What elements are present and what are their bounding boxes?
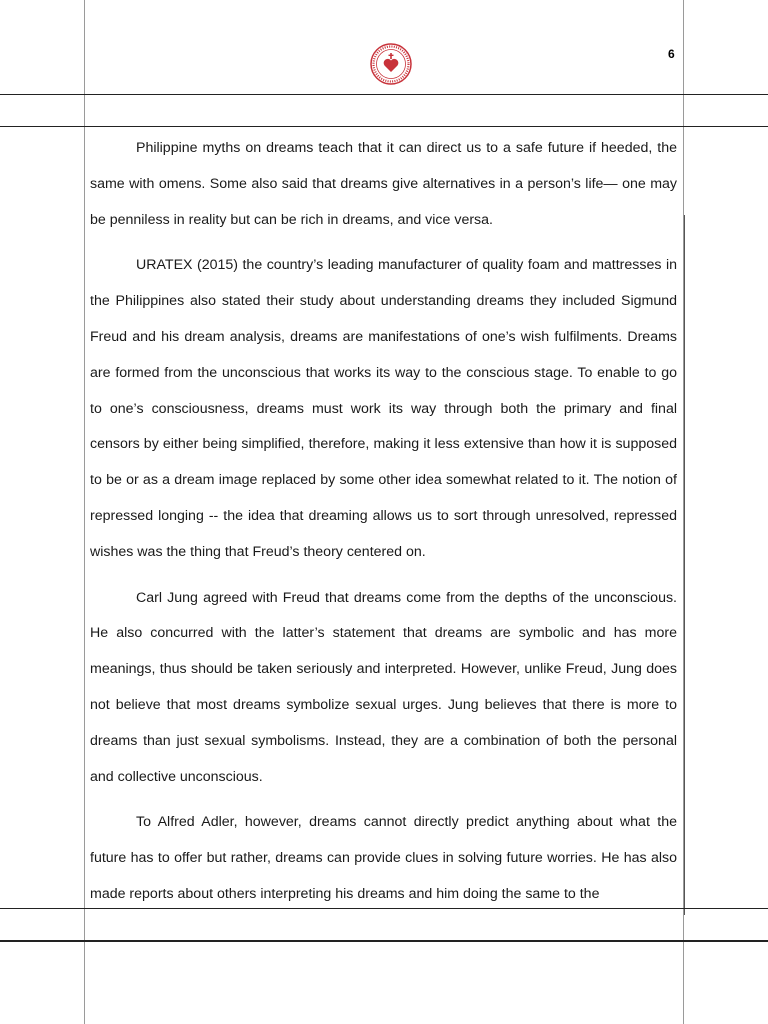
- paragraph-philippine-myths: Philippine myths on dreams teach that it can direct us to a safe future if heeded, the same with omens. Some also said that dreams give alternatives in a person’s life— one may be penniless in reality but can be rich in dreams, and vice versa.: [90, 140, 677, 228]
- page-number: 6: [668, 47, 675, 61]
- paragraph-uratex: URATEX (2015) the country’s leading manufacturer of quality foam and mattresses in the Philippines also stated their study about understanding dreams they included Sigmund Freud and his dream analysis, dreams are manifestations of one’s wish fulfilments. Dreams are formed from the unconscious that works its way to the conscious stage. To enable to go to one’s consciousness, dreams must work its way through both the primary and final censors by either being simplified, therefore, making it less extensive than how it is supposed to be or as a dream image replaced by some other idea somewhat related to it. The notion of repressed longing -- the idea that dreaming allows us to sort through unresolved, repressed wishes was the thing that Freud’s theory centered on.: [90, 257, 677, 560]
- body-text: [90, 131, 677, 923]
- paragraph-alfred-adler: To Alfred Adler, however, dreams cannot directly predict anything about what the future has to offer but rather, dreams can provide clues in solving future worries. He has also made reports about others interpreting his dreams and him doing the same to the: [90, 814, 677, 902]
- paragraph-carl-jung: Carl Jung agreed with Freud that dreams come from the depths of the unconscious. He also concurred with the latter’s statement that dreams are symbolic and has more meanings, thus should be taken seriously and interpreted. However, unlike Freud, Jung does not believe that most dreams symbolize sexual urges. Jung believes that there is more to dreams than just sexual symbolisms. Instead, they are a combination of both the personal and collective unconscious.: [90, 589, 677, 785]
- margin-line-right-inner: [684, 215, 685, 915]
- margin-line-left: [84, 0, 85, 1024]
- footer-rule-bottom: [0, 940, 768, 942]
- header-rule-bottom: [0, 126, 768, 127]
- header-rule-top: [0, 94, 768, 95]
- school-seal-icon: [369, 42, 413, 86]
